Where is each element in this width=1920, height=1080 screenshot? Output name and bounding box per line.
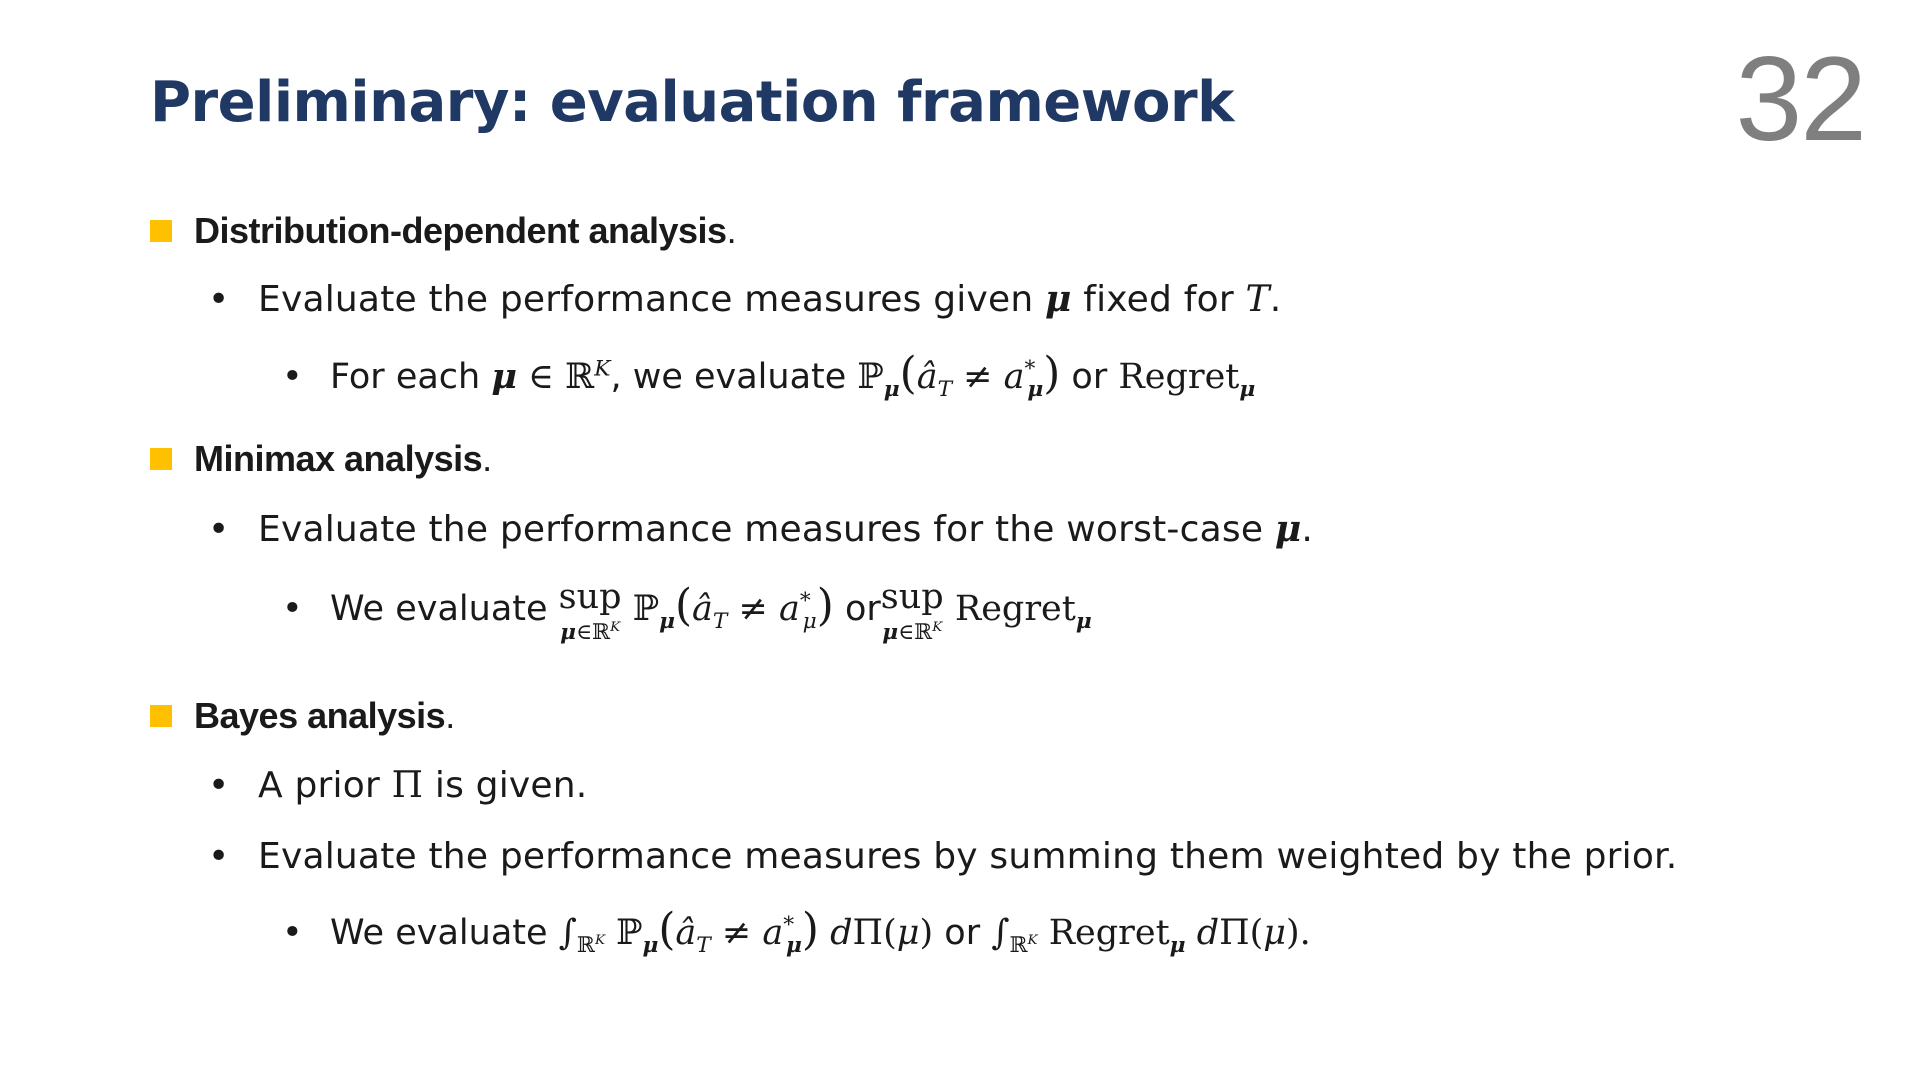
sup-operator: sup μ∈ℝ$^K$: [558, 577, 622, 646]
list-item: • A prior Π is given.: [208, 765, 588, 806]
list-item: • We evaluate $\int_{ℝ^K}$ $ℙ_\mu(â_T \ne a^*_\mu)$ dΠ(μ) or $\int_{ℝ^K}$ Regret$_\mu$ dΠ(μ).: [282, 904, 1311, 958]
bullet-icon: •: [282, 913, 303, 953]
formula-bayes-regret: $\int_{ℝ^K}$ Regret$_\mu$ dΠ(μ).: [991, 913, 1311, 958]
formula-regret: Regret$_\mu$: [954, 589, 1092, 634]
formula-bayes-error: $\int_{ℝ^K}$ $ℙ_\mu(â_T \ne a^*_\mu)$ dΠ(μ): [558, 904, 934, 958]
formula-regret: Regret$_\mu$: [1118, 357, 1256, 402]
square-bullet-icon: [150, 220, 172, 242]
section-heading-bayes: Bayes analysis .: [150, 695, 455, 737]
bullet-icon: •: [282, 357, 303, 397]
sup-operator: sup μ∈ℝ$^K$: [880, 577, 944, 646]
bullet-icon: •: [208, 279, 230, 320]
square-bullet-icon: [150, 448, 172, 470]
list-item: • Evaluate the performance measures given μ fixed for T.: [208, 278, 1282, 320]
formula-error-prob: $ℙ_\mu(â_T \ne a^*_\mu)$: [857, 348, 1061, 402]
bullet-icon: •: [208, 836, 230, 877]
bullet-icon: •: [282, 589, 303, 629]
section-heading-distribution-dependent: Distribution-dependent analysis .: [150, 210, 736, 252]
bullet-icon: •: [208, 509, 230, 550]
list-item: • We evaluate sup μ∈ℝ$^K$ $ℙ_\mu(â_T \ne a^*_\mu)$ or sup μ∈ℝ$^K$ Regret$_\mu$: [282, 577, 1092, 646]
list-item: • For each μ ∈ ℝ$^K$, we evaluate $ℙ_\mu(â_T \ne a^*_\mu)$ or Regret$_\mu$: [282, 348, 1256, 402]
square-bullet-icon: [150, 705, 172, 727]
list-item: • Evaluate the performance measures for the worst-case μ.: [208, 508, 1314, 550]
list-item: • Evaluate the performance measures by summing them weighted by the prior.: [208, 836, 1678, 877]
slide-title: Preliminary: evaluation framework: [150, 70, 1234, 135]
section-heading-minimax: Minimax analysis .: [150, 438, 492, 480]
bullet-icon: •: [208, 765, 230, 806]
page-number: 32: [1735, 32, 1865, 166]
formula-error-prob: $ℙ_\mu(â_T \ne a^*_\mu)$: [632, 580, 834, 634]
